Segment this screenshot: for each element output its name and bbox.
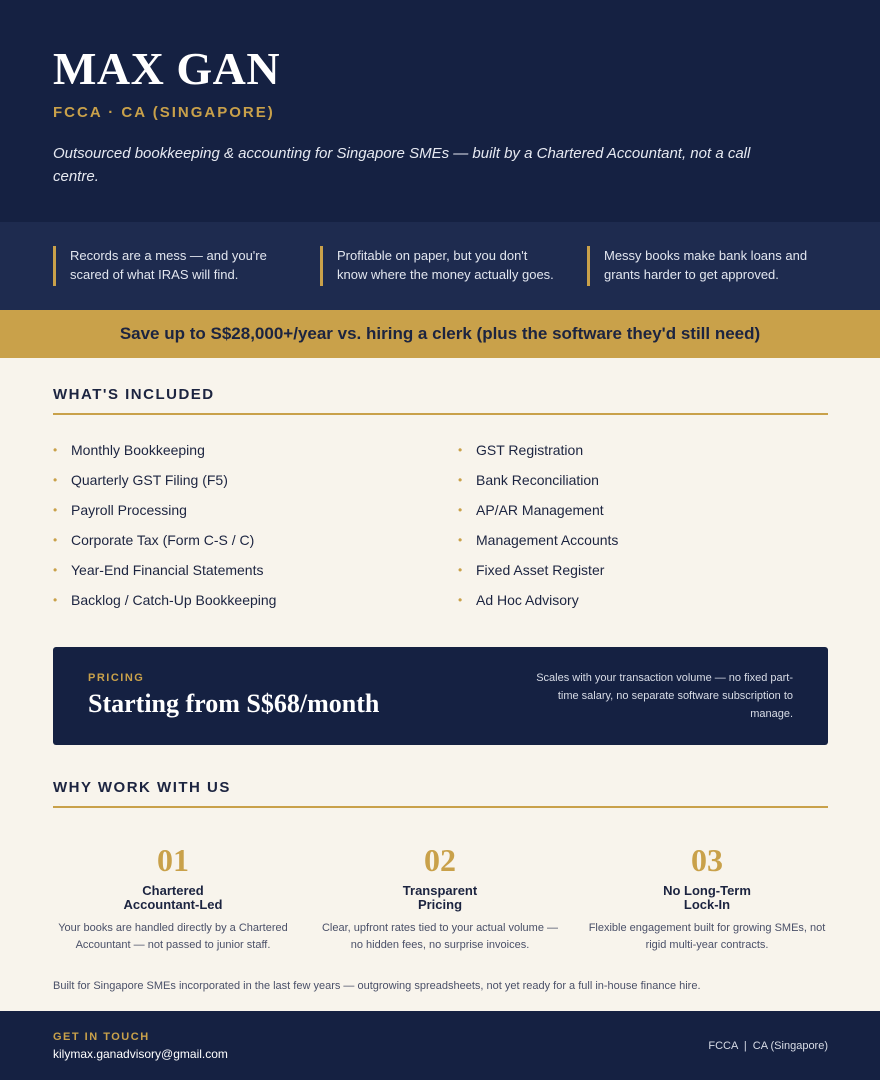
list-item <box>53 531 433 561</box>
bullet-icon: • <box>458 533 463 547</box>
why-number: 01 <box>157 842 189 878</box>
pain-points <box>0 222 880 310</box>
bullet-icon: • <box>53 473 58 487</box>
why-item <box>315 842 565 954</box>
why-title-line: No Long-Term <box>663 883 751 898</box>
bullet-icon: • <box>458 593 463 607</box>
list-item <box>458 591 838 621</box>
contact-email-link[interactable]: kilymax.ganadvisory@gmail.com <box>53 1047 228 1061</box>
savings-banner: Save up to S$28,000+/year vs. hiring a clerk (plus the software they'd still need) <box>0 310 880 358</box>
bullet-icon: • <box>53 503 58 517</box>
why-title <box>315 884 565 912</box>
pricing-note: Scales with your transaction volume — no fixed part-time salary, no separate software subscription to manage. <box>536 672 793 720</box>
service-label: AP/AR Management <box>476 502 604 518</box>
list-item <box>53 501 433 531</box>
services-list-left <box>53 441 433 621</box>
service-label: Backlog / Catch-Up Bookkeeping <box>71 592 277 608</box>
bullet-icon: • <box>53 563 58 577</box>
tagline: Outsourced bookkeeping & accounting for Singapore SMEs — built by a Chartered Accountant, not a call centre. <box>53 145 751 185</box>
why-title-line: Lock-In <box>683 897 731 912</box>
bullet-icon: • <box>53 593 58 607</box>
why-item <box>48 842 298 954</box>
why-item <box>582 842 832 954</box>
list-item <box>458 561 838 591</box>
footer <box>0 1011 880 1080</box>
page-title: MAX GAN <box>53 43 281 94</box>
why-description: Clear, upfront rates tied to your actual volume — no hidden fees, no surprise invoices. <box>321 922 558 951</box>
why-title-line: Accountant-Led <box>123 897 223 912</box>
list-item <box>458 531 838 561</box>
contact-label: GET IN TOUCH <box>53 1031 150 1043</box>
service-label: Quarterly GST Filing (F5) <box>71 472 228 488</box>
service-label: Payroll Processing <box>71 502 187 518</box>
pricing-label: PRICING <box>88 672 145 684</box>
list-item <box>53 471 433 501</box>
pricing-headline: Starting from S$68/month <box>88 689 380 718</box>
service-label: Monthly Bookkeeping <box>71 442 205 458</box>
pain-point: Profitable on paper, but you don't know where the money actually goes. <box>320 246 560 286</box>
list-item <box>458 471 838 501</box>
why-number: 03 <box>691 842 723 878</box>
services-heading: WHAT'S INCLUDED <box>53 386 828 415</box>
bullet-icon: • <box>53 443 58 457</box>
service-label: Ad Hoc Advisory <box>476 592 579 608</box>
list-item <box>458 441 838 471</box>
why-title <box>48 884 298 912</box>
why-title-line: Pricing <box>417 897 463 912</box>
why-description: Flexible engagement built for growing SMEs, not rigid multi-year contracts. <box>588 922 826 951</box>
pricing-card <box>53 647 828 745</box>
why-description: Your books are handled directly by a Chartered Accountant — not passed to junior staff. <box>58 922 288 951</box>
list-item <box>53 561 433 591</box>
credentials: FCCA · CA (SINGAPORE) <box>53 104 275 121</box>
service-label: GST Registration <box>476 442 584 458</box>
bullet-icon: • <box>458 473 463 487</box>
services-list-right <box>458 441 838 621</box>
service-label: Corporate Tax (Form C-S / C) <box>71 532 255 548</box>
why-heading: WHY WORK WITH US <box>53 779 828 808</box>
service-label: Year-End Financial Statements <box>71 562 264 578</box>
bullet-icon: • <box>458 563 463 577</box>
service-label: Management Accounts <box>476 532 619 548</box>
bullet-icon: • <box>53 533 58 547</box>
service-label: Bank Reconciliation <box>476 472 599 488</box>
bullet-icon: • <box>458 443 463 457</box>
footer-credentials-text: FCCA | CA (Singapore) <box>708 1040 828 1052</box>
bullet-icon: • <box>458 503 463 517</box>
footer-credentials <box>708 1040 828 1052</box>
pain-point: Messy books make bank loans and grants harder to get approved. <box>587 246 827 286</box>
list-item <box>53 441 433 471</box>
why-title <box>582 884 832 912</box>
service-label: Fixed Asset Register <box>476 562 605 578</box>
why-number: 02 <box>424 842 456 878</box>
pain-point: Records are a mess — and you're scared of what IRAS will find. <box>53 246 293 286</box>
audience-note: Built for Singapore SMEs incorporated in the last few years — outgrowing spreadsheets, not yet ready for a full in-house finance hire. <box>53 980 701 992</box>
hero-section <box>0 0 880 222</box>
list-item <box>53 591 433 621</box>
why-title-line: Chartered <box>142 883 204 898</box>
why-title-line: Transparent <box>402 883 478 898</box>
list-item <box>458 501 838 531</box>
